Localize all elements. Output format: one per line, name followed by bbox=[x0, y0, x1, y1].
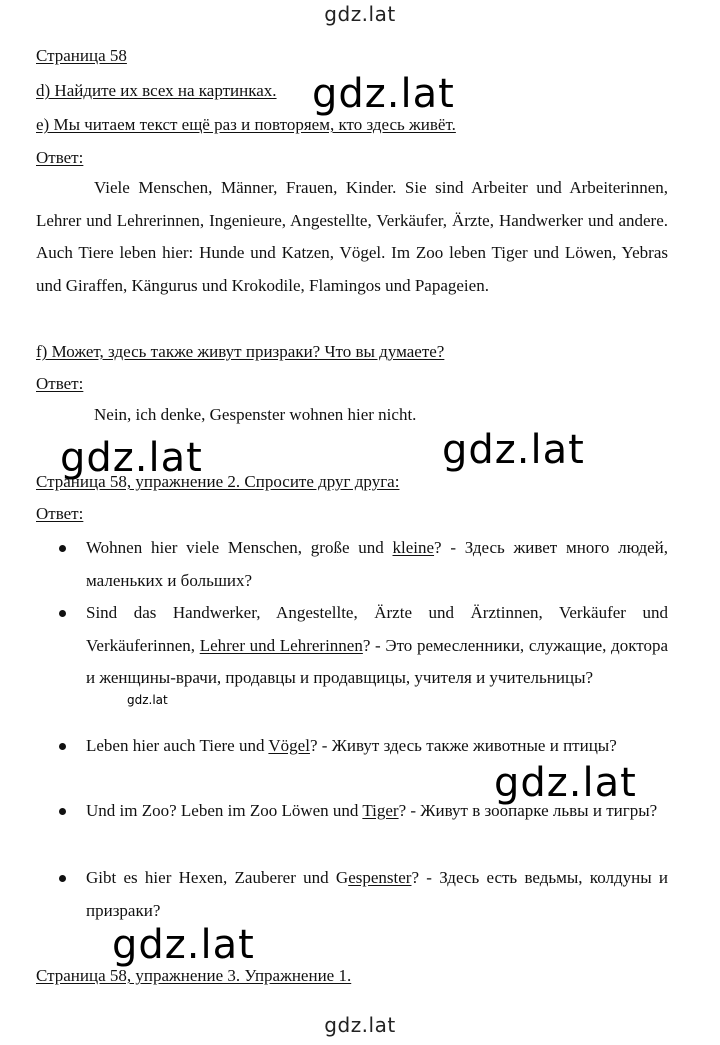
answer-label-f: Ответ: bbox=[36, 374, 84, 393]
watermark-large-2: gdz.lat bbox=[60, 435, 203, 481]
section3-heading: Страница 58, упражнение 3. Упражнение 1. bbox=[36, 966, 352, 985]
answer-text-f: Nein, ich denke, Gespenster wohnen hier nicht. bbox=[94, 405, 417, 424]
watermark-large-4: gdz.lat bbox=[494, 760, 637, 806]
bullet-text: Wohnen hier viele Menschen, große und kleine? - Здесь живет много людей, маленьких и больших? bbox=[86, 538, 668, 590]
bullet-text: Und im Zoo? Leben im Zoo Löwen und Tiger? - Живут в зоопарке львы и тигры? bbox=[86, 801, 658, 820]
bullet-dot bbox=[59, 610, 66, 617]
bullet-dot bbox=[59, 545, 66, 552]
page-label: Страница 58 bbox=[36, 46, 127, 65]
watermark-top: gdz.lat bbox=[324, 2, 396, 26]
answer-label-1: Ответ: bbox=[36, 148, 84, 167]
answer-text-e: Viele Menschen, Männer, Frauen, Kinder. Sie sind Arbeiter und Arbeiterinnen, Lehrer und Lehrerinnen, Ingenieure, Angestellte, Verkäufer, Ärzte, Handwerker und andere. Auch Tiere leben hier: Hunde und Katzen, Vögel. Im Zoo leben Tiger und Löwen, Yebras und Giraffen, Kängurus und Krokodile, Flamingos und Papageien. bbox=[36, 178, 668, 295]
task-f: f) Может, здесь также живут призраки? Что вы думаете? bbox=[36, 342, 445, 361]
bullet-text: Leben hier auch Tiere und Vögel? - Живут здесь также животные и птицы? bbox=[86, 736, 617, 755]
watermark-large-1: gdz.lat bbox=[312, 71, 455, 117]
section2-heading: Страница 58, упражнение 2. Спросите друг друга: bbox=[36, 472, 400, 491]
bullet-dot bbox=[59, 875, 66, 882]
bullet-dot bbox=[59, 743, 66, 750]
task-e: e) Мы читаем текст ещё раз и повторяем, кто здесь живёт. bbox=[36, 115, 456, 134]
watermark-large-5: gdz.lat bbox=[112, 922, 255, 968]
watermark-large-3: gdz.lat bbox=[442, 427, 585, 473]
bullet-text: Gibt es hier Hexen, Zauberer und Gespenster? - Здесь есть ведьмы, колдуны и призраки? bbox=[86, 868, 668, 920]
task-d: d) Найдите их всех на картинках. bbox=[36, 81, 277, 100]
bullet-dot bbox=[59, 808, 66, 815]
answer-label-2: Ответ: bbox=[36, 504, 84, 523]
watermark-bottom: gdz.lat bbox=[324, 1013, 396, 1037]
watermark-small: gdz.lat bbox=[127, 693, 168, 707]
bullet-text: Sind das Handwerker, Angestellte, Ärzte und Ärztinnen, Verkäufer und Verkäuferinnen, Lehrer und Lehrerinnen? - Это ремесленники, служащие, доктора и женщины-врачи, продавцы и продавщицы, учителя и учительницы? bbox=[86, 603, 668, 687]
